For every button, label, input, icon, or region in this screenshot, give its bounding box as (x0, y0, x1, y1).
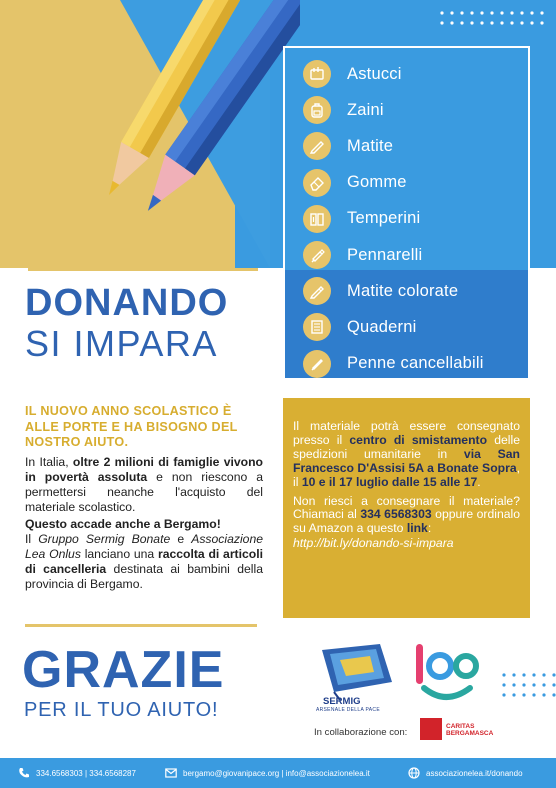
headline: IL NUOVO ANNO SCOLASTICO È ALLE PORTE E HA BISOGNO DEL NOSTRO AIUTO. (25, 404, 238, 449)
text-run: . (477, 474, 481, 489)
list-item-label: Penne cancellabili (347, 354, 484, 373)
thanks-divider (25, 624, 257, 627)
supplies-list-box (283, 46, 530, 380)
footer-emails[interactable] (165, 767, 370, 779)
list-item-label: Astucci (347, 64, 402, 83)
intro-paragraph (25, 455, 263, 515)
text-run: In Italia, (25, 454, 73, 469)
list-item (303, 273, 528, 309)
collaboration-label: In collaborazione con: (314, 727, 408, 738)
caritas-region: BERGAMASCA (446, 730, 494, 737)
pen-icon (303, 350, 331, 378)
phone-number: 334 6568303 (360, 507, 432, 522)
text-run: centro di smistamento (349, 432, 488, 447)
notebook-icon (303, 313, 331, 341)
list-item-label: Zaini (347, 100, 384, 119)
text-run: via San Francesco D'Assisi 5A a Bonate Sopra (293, 446, 520, 475)
list-item (303, 92, 528, 128)
colored-pencil-icon (303, 277, 331, 305)
thanks-subtitle: PER IL TUO AIUTO! (24, 699, 219, 721)
backpack-icon (303, 96, 331, 124)
list-item (303, 309, 528, 345)
amazon-link[interactable]: http://bit.ly/donando-si-impara (293, 536, 454, 551)
sermig-wordmark: SERMIG (323, 696, 361, 707)
footer-website[interactable] (408, 767, 523, 779)
list-item-label: Pennarelli (347, 245, 423, 264)
sermig-logo (320, 642, 400, 702)
text-run: Questo accade anche a Bergamo! (25, 516, 221, 531)
list-item-label: Quaderni (347, 317, 417, 336)
footer-emails-text: bergamo@giovanipace.org | info@associazionelea.it (183, 768, 370, 778)
decorative-dots (438, 8, 548, 28)
list-item-label: Gomme (347, 173, 407, 192)
text-run: : (427, 521, 432, 536)
globe-icon (408, 767, 420, 779)
bergamo-paragraph (25, 517, 263, 592)
text-run: oppure ordinalo su Amazon a questo (293, 507, 520, 536)
sermig-tagline: ARSENALE DELLA PACE (316, 707, 380, 713)
page-title: DONANDO (25, 282, 229, 324)
supplies-list (303, 56, 528, 382)
caritas-wordmark (446, 723, 493, 737)
marker-icon (303, 241, 331, 269)
text-run: delle spedizioni umanitarie in (293, 432, 520, 461)
delivery-paragraph (293, 420, 520, 490)
footer-phones-text: 334.6568303 | 334.6568287 (36, 768, 136, 778)
sharpener-icon (303, 205, 331, 233)
text-run: oltre 2 milioni di famiglie vivono in povertà assoluta (25, 454, 263, 484)
text-run: , il (293, 460, 520, 489)
list-item (303, 237, 528, 273)
eraser-icon (303, 169, 331, 197)
decorative-dots (500, 670, 556, 700)
text-run: Non riesci a consegnare il materiale? Chiamaci al (293, 493, 520, 522)
text-run: Gruppo Sermig Bonate (38, 531, 171, 546)
footer-phones[interactable] (18, 767, 136, 779)
list-item (303, 201, 528, 237)
text-run: e non riescono a permettersi neanche l'acquisto del materiale scolastico. (25, 469, 263, 514)
phone-icon (18, 767, 30, 779)
footer-bar (0, 758, 556, 788)
text-run: Il (25, 531, 39, 546)
caritas-logo (420, 718, 442, 740)
footer-website-text: associazionelea.it/donando (426, 768, 523, 778)
list-item (303, 128, 528, 164)
text-run: raccolta di articoli di cancelleria (25, 546, 264, 576)
text-run: Il materiale potrà essere consegnato presso il (293, 419, 520, 447)
list-item (303, 56, 528, 92)
delivery-info-box (283, 398, 530, 618)
list-item (303, 165, 528, 201)
pencils-illustration (40, 0, 300, 268)
text-run: Associazione Lea Onlus (25, 531, 264, 561)
list-item-label: Matite colorate (347, 281, 459, 300)
text-run: link (406, 521, 428, 536)
title-divider (28, 268, 258, 271)
text-run: destinata ai bambini della provincia di Bergamo. (25, 561, 263, 591)
page-subtitle: SI IMPARA (25, 323, 218, 364)
text-run: 10 e il 17 luglio dalle 15 alle 17 (301, 474, 478, 489)
thanks-title: GRAZIE (22, 641, 225, 699)
text-run: lanciano una (80, 546, 158, 561)
text-run: e (170, 531, 192, 546)
pencil-icon (303, 132, 331, 160)
left-text-column (25, 404, 263, 592)
pencil-case-icon (303, 60, 331, 88)
mail-icon (165, 767, 177, 779)
list-item-label: Matite (347, 136, 394, 155)
contact-paragraph (293, 495, 520, 552)
list-item (303, 346, 528, 382)
caritas-name: CARITAS (446, 723, 475, 730)
lea-logo (410, 640, 482, 706)
list-item-label: Temperini (347, 209, 421, 228)
